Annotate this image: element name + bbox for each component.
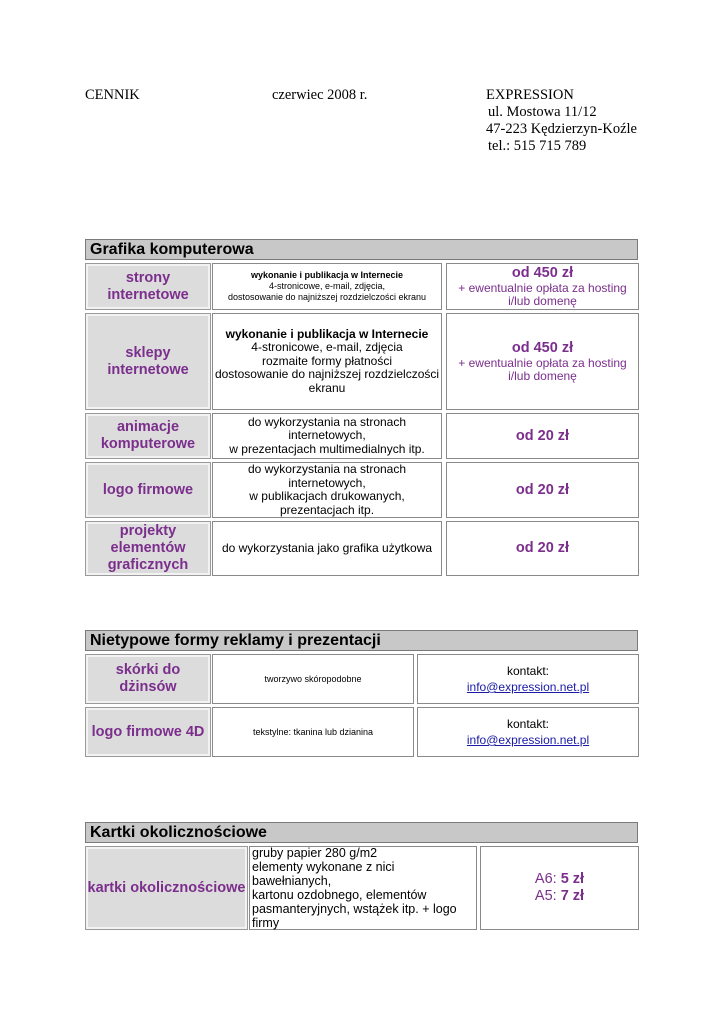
- category-label: projekty: [119, 523, 177, 539]
- contact-cell: [417, 654, 639, 704]
- category-label: komputerowe: [100, 436, 196, 452]
- description-line: wykonanie i publikacja w Internecie: [225, 326, 429, 341]
- price-cell: [446, 521, 639, 576]
- price-format-label: A6:: [534, 871, 557, 887]
- description-line: w publikacjach drukowanych,: [249, 489, 405, 503]
- document-title: CENNIK: [85, 87, 140, 103]
- price-value: od 20 zł: [515, 481, 570, 498]
- description-line: kartonu ozdobnego, elementów: [252, 888, 427, 902]
- description-line: tworzywo skóropodobne: [264, 673, 362, 684]
- contact-label: kontakt:: [506, 664, 550, 678]
- price-cell: [446, 313, 639, 410]
- category-cell: [85, 654, 211, 704]
- description-cell: [249, 846, 477, 930]
- category-label: dżinsów: [119, 679, 177, 695]
- price-value: 5 zł: [560, 871, 585, 887]
- description-line: elementy wykonane z nici bawełnianych,: [252, 860, 395, 888]
- price-cell: [446, 413, 639, 459]
- description-line: internetowych,: [288, 428, 366, 443]
- category-label: kartki okolicznościowe: [87, 879, 246, 896]
- category-label: logo firmowe: [102, 481, 194, 498]
- price-value: od 450 zł: [511, 339, 574, 356]
- category-label: graficznych: [107, 557, 189, 573]
- category-label: animacje: [116, 419, 180, 435]
- price-cell: [480, 846, 639, 930]
- description-line: wykonanie i publikacja w Internecie: [250, 270, 404, 280]
- description-cell: [212, 413, 442, 459]
- price-format-label: A5:: [534, 888, 557, 904]
- category-label: skórki do: [115, 662, 181, 678]
- description-cell: [212, 462, 442, 518]
- section-title-grafika: Grafika komputerowa: [85, 239, 638, 260]
- section-title-nietypowe: Nietypowe formy reklamy i prezentacji: [85, 630, 638, 651]
- description-line: dostosowanie do najniższej rozdzielczości: [214, 367, 440, 382]
- description-cell: [212, 521, 442, 576]
- description-line: ekranu: [308, 380, 346, 395]
- description-line: dostosowanie do najniższej rozdzielczości ekranu: [227, 292, 427, 302]
- contact-label: kontakt:: [506, 717, 550, 731]
- description-line: do wykorzystania na stronach: [247, 462, 407, 476]
- category-cell: [85, 413, 211, 459]
- description-line: pasmanteryjnych, wstążek itp. + logo: [252, 902, 457, 916]
- description-line: 4-stronicowe, e-mail, zdjęcia: [251, 340, 403, 355]
- price-line: [535, 888, 584, 905]
- category-label: internetowe: [107, 361, 189, 378]
- contact-cell: [417, 707, 639, 757]
- company-name: EXPRESSION: [486, 87, 574, 103]
- category-cell: [85, 462, 211, 518]
- description-line: 4-stronicowe, e-mail, zdjęcia,: [268, 281, 386, 291]
- price-line: [535, 871, 584, 888]
- category-label: sklepy: [125, 344, 171, 361]
- description-line: w prezentacjach multimedialnych itp.: [229, 441, 425, 456]
- category-label: elementów: [110, 540, 186, 556]
- description-cell: [212, 654, 414, 704]
- description-line: do wykorzystania na stronach: [247, 414, 407, 429]
- price-note: + ewentualnie opłata za hosting: [458, 280, 627, 295]
- price-note: i/lub domenę: [508, 369, 577, 383]
- category-cell: [85, 521, 211, 576]
- price-value: od 20 zł: [515, 427, 570, 444]
- description-line: prezentacjach itp.: [279, 502, 375, 517]
- description-cell: [212, 313, 442, 410]
- price-cell: [446, 462, 639, 518]
- category-label: strony: [125, 269, 171, 286]
- description-line: gruby papier 280 g/m2: [252, 846, 378, 860]
- contact-email-link[interactable]: info@expression.net.pl: [466, 680, 590, 694]
- category-cell: [85, 707, 211, 757]
- category-label: internetowe: [107, 286, 189, 303]
- description-line: firmy: [252, 916, 280, 930]
- company-phone: tel.: 515 715 789: [488, 138, 587, 154]
- document-date: czerwiec 2008 r.: [272, 87, 368, 103]
- category-label: logo firmowe 4D: [91, 723, 205, 740]
- description-cell: [212, 707, 414, 757]
- price-value: od 20 zł: [515, 540, 570, 556]
- description-line: do wykorzystania jako grafika użytkowa: [221, 540, 433, 555]
- description-cell: [212, 263, 442, 310]
- description-line: tekstylne: tkanina lub dzianina: [252, 726, 374, 737]
- category-cell: [85, 313, 211, 410]
- price-value: od 450 zł: [511, 264, 574, 281]
- price-note: + ewentualnie opłata za hosting: [458, 355, 627, 370]
- price-note: i/lub domenę: [508, 294, 577, 308]
- category-cell: [85, 263, 211, 310]
- description-line: internetowych,: [288, 475, 366, 490]
- category-cell: [85, 846, 248, 930]
- section-title-kartki: Kartki okolicznościowe: [85, 822, 638, 843]
- company-city: 47-223 Kędzierzyn-Koźle: [486, 121, 637, 137]
- company-street: ul. Mostowa 11/12: [488, 104, 597, 120]
- price-cell: [446, 263, 639, 310]
- description-line: rozmaite formy płatności: [261, 353, 393, 368]
- price-value: 7 zł: [560, 888, 585, 904]
- contact-email-link[interactable]: info@expression.net.pl: [466, 733, 590, 747]
